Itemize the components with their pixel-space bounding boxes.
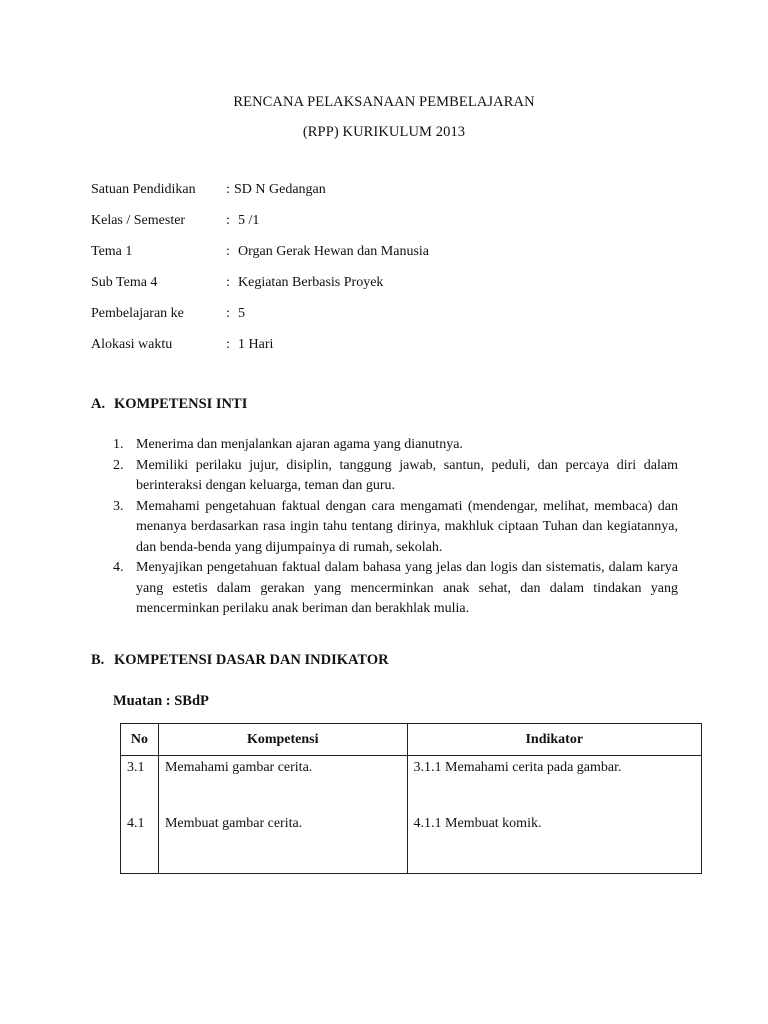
kompetensi-inti-list: [113, 435, 678, 620]
muatan-label: Muatan : SBdP: [113, 693, 209, 709]
identity-row: [91, 213, 691, 233]
identity-value: Kegiatan Berbasis Proyek: [238, 275, 384, 290]
identity-label: Alokasi waktu: [91, 337, 173, 352]
identity-value: Organ Gerak Hewan dan Manusia: [238, 244, 430, 259]
row-indikator-2: 4.1.1 Membuat komik.: [413, 816, 542, 831]
identity-colon: :: [226, 275, 230, 290]
section-letter: B.: [91, 652, 105, 668]
list-text: Menerima dan menjalankan ajaran agama yang dianutnya.: [136, 437, 463, 452]
list-number: 3.: [113, 498, 124, 514]
identity-label: Sub Tema 4: [91, 275, 158, 290]
list-item: [113, 435, 678, 456]
list-number: 4.: [113, 560, 124, 575]
document-subtitle: (RPP) KURIKULUM 2013: [302, 124, 466, 140]
cell-indikator: [407, 756, 701, 874]
list-item: [113, 456, 678, 497]
identity-label: Kelas / Semester: [91, 213, 186, 228]
header-no: No: [121, 724, 159, 756]
list-text: Memahami pengetahuan faktual dengan cara mengamati (mendengar, melihat, membaca) dan menanya berdasarkan rasa ingin tahu tentang dirinya, makhluk ciptaan Tuhan dan kegiatannya, dan benda-benda yang dijumpainya di rumah, sekolah.: [136, 498, 678, 555]
identity-value: 1 Hari: [238, 337, 274, 352]
section-title: KOMPETENSI DASAR DAN INDIKATOR: [114, 652, 389, 668]
kompetensi-dasar-table: [120, 723, 702, 874]
row-indikator-1: 3.1.1 Memahami cerita pada gambar.: [413, 760, 622, 775]
identity-value: 5 /1: [238, 213, 260, 228]
identity-row: [91, 275, 691, 295]
list-item: [113, 497, 678, 559]
identity-colon: :: [226, 244, 230, 259]
cell-no: [121, 756, 159, 874]
row-kompetensi-1: Memahami gambar cerita.: [164, 760, 313, 775]
table-header-row: [121, 724, 702, 756]
identity-label: Tema 1: [91, 244, 133, 259]
identity-colon: :: [226, 337, 230, 352]
list-number: 2.: [113, 457, 124, 473]
row-no-2: 4.1: [127, 816, 145, 831]
list-number: 1.: [113, 437, 124, 452]
section-title: KOMPETENSI INTI: [114, 396, 248, 412]
table-row: [121, 756, 702, 874]
identity-value: SD N Gedangan: [234, 182, 326, 197]
identity-label: Pembelajaran ke: [91, 306, 184, 321]
list-text: Menyajikan pengetahuan faktual dalam bahasa yang jelas dan logis dan sistematis, dalam karya yang estetis dalam gerakan yang mencerminkan anak sehat, dan dalam tindakan yang mencerminkan perilaku anak beriman dan berakhlak mulia.: [136, 560, 678, 616]
identity-row: [91, 306, 691, 326]
header-indikator: Indikator: [407, 724, 701, 756]
identity-colon: :: [226, 306, 230, 321]
document-title: RENCANA PELAKSANAAN PEMBELAJARAN: [233, 94, 535, 110]
row-kompetensi-2: Membuat gambar cerita.: [164, 816, 303, 831]
identity-row: [91, 244, 691, 264]
header-kompetensi: Kompetensi: [158, 724, 407, 756]
identity-row: [91, 337, 691, 357]
row-no-1: 3.1: [127, 760, 145, 775]
list-text: Memiliki perilaku jujur, disiplin, tanggung jawab, santun, peduli, dan percaya diri dalam berinteraksi dengan keluarga, teman dan guru.: [136, 457, 678, 493]
section-b-heading: [91, 652, 389, 669]
cell-kompetensi: [158, 756, 407, 874]
identity-colon: :: [226, 182, 230, 197]
identity-value: 5: [238, 306, 245, 321]
list-item: [113, 558, 678, 620]
section-letter: A.: [91, 396, 106, 412]
section-a-heading: [91, 396, 247, 413]
identity-colon: :: [226, 213, 230, 228]
identity-row: [91, 182, 691, 202]
identity-label: Satuan Pendidikan: [91, 182, 196, 197]
